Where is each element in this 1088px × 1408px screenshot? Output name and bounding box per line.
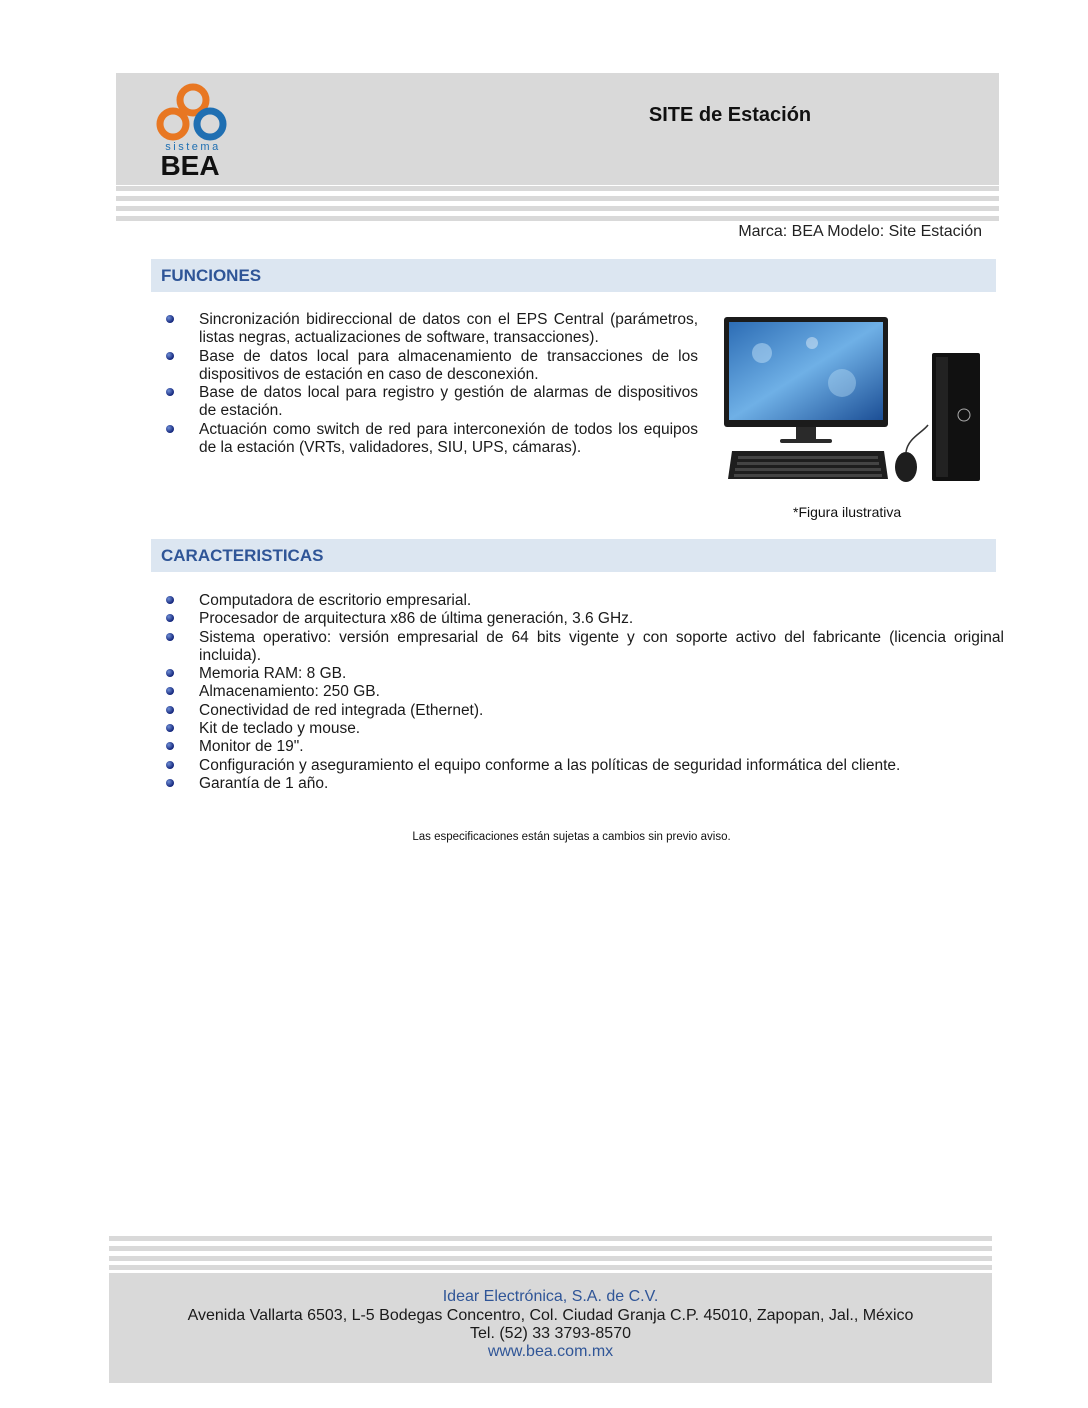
funciones-list <box>151 311 698 457</box>
funciones-header <box>151 259 996 292</box>
image-caption: *Figura ilustrativa <box>793 504 902 520</box>
bullet-icon <box>166 742 174 750</box>
bullet-icon <box>166 761 174 769</box>
bullet-icon <box>166 706 174 714</box>
list-item: Almacenamiento: 250 GB. <box>151 683 1004 701</box>
list-item: Computadora de escritorio empresarial. <box>151 592 1004 610</box>
bullet-icon <box>166 724 174 732</box>
list-item: Base de datos local para registro y gestión de alarmas de dispositivos de estación. <box>151 384 698 421</box>
bullet-icon <box>166 687 174 695</box>
disclaimer-text: Las especificaciones están sujetas a cambios sin previo aviso. <box>412 831 731 843</box>
logo-big-text: BEA <box>160 150 220 178</box>
bullet-icon <box>166 315 174 323</box>
list-item: Base de datos local para almacenamiento de transacciones de los dispositivos de estación en caso de desconexión. <box>151 348 698 385</box>
bea-logo <box>148 78 238 178</box>
desktop-computer-icon <box>722 313 984 491</box>
model-line: Marca: BEA Modelo: Site Estación <box>738 223 982 240</box>
list-item: Memoria RAM: 8 GB. <box>151 665 1004 683</box>
list-item: Conectividad de red integrada (Ethernet). <box>151 702 1004 720</box>
funciones-heading: FUNCIONES <box>161 266 262 285</box>
list-item: Kit de teclado y mouse. <box>151 720 1004 738</box>
caracteristicas-heading: CARACTERISTICAS <box>161 546 324 565</box>
footer-address: Avenida Vallarta 6503, L-5 Bodegas Concentro, Col. Ciudad Granja C.P. 45010, Zapopan, Jal., México <box>187 1307 914 1324</box>
list-item: Procesador de arquitectura x86 de última generación, 3.6 GHz. <box>151 610 1004 628</box>
footer-website-link[interactable]: www.bea.com.mx <box>487 1343 614 1360</box>
footer-stripes <box>109 1236 992 1270</box>
list-item: Sincronización bidireccional de datos con el EPS Central (parámetros, listas negras, actualizaciones de software, transacciones). <box>151 311 698 348</box>
header-stripes <box>116 186 999 222</box>
list-item: Actuación como switch de red para interconexión de todos los equipos de la estación (VRTs, validadores, SIU, UPS, cámaras). <box>151 421 698 458</box>
bullet-icon <box>166 669 174 677</box>
list-item: Garantía de 1 año. <box>151 775 1004 793</box>
bullet-icon <box>166 779 174 787</box>
bullet-icon <box>166 425 174 433</box>
bullet-icon <box>166 596 174 604</box>
list-item: Sistema operativo: versión empresarial de 64 bits vigente y con soporte activo del fabricante (licencia original incluida). <box>151 629 1004 666</box>
footer-phone: Tel. (52) 33 3793-8570 <box>470 1325 631 1342</box>
page-title: SITE de Estación <box>648 104 812 126</box>
bullet-icon <box>166 352 174 360</box>
bullet-icon <box>166 614 174 622</box>
header-band <box>116 73 999 185</box>
list-item: Configuración y aseguramiento el equipo conforme a las políticas de seguridad informática del cliente. <box>151 757 1004 775</box>
caracteristicas-list <box>151 592 1004 793</box>
caracteristicas-header <box>151 539 996 572</box>
footer-company: Idear Electrónica, S.A. de C.V. <box>442 1288 659 1305</box>
logo-small-text: sistema <box>165 141 221 153</box>
bullet-icon <box>166 388 174 396</box>
bullet-icon <box>166 633 174 641</box>
list-item: Monitor de 19". <box>151 738 1004 756</box>
